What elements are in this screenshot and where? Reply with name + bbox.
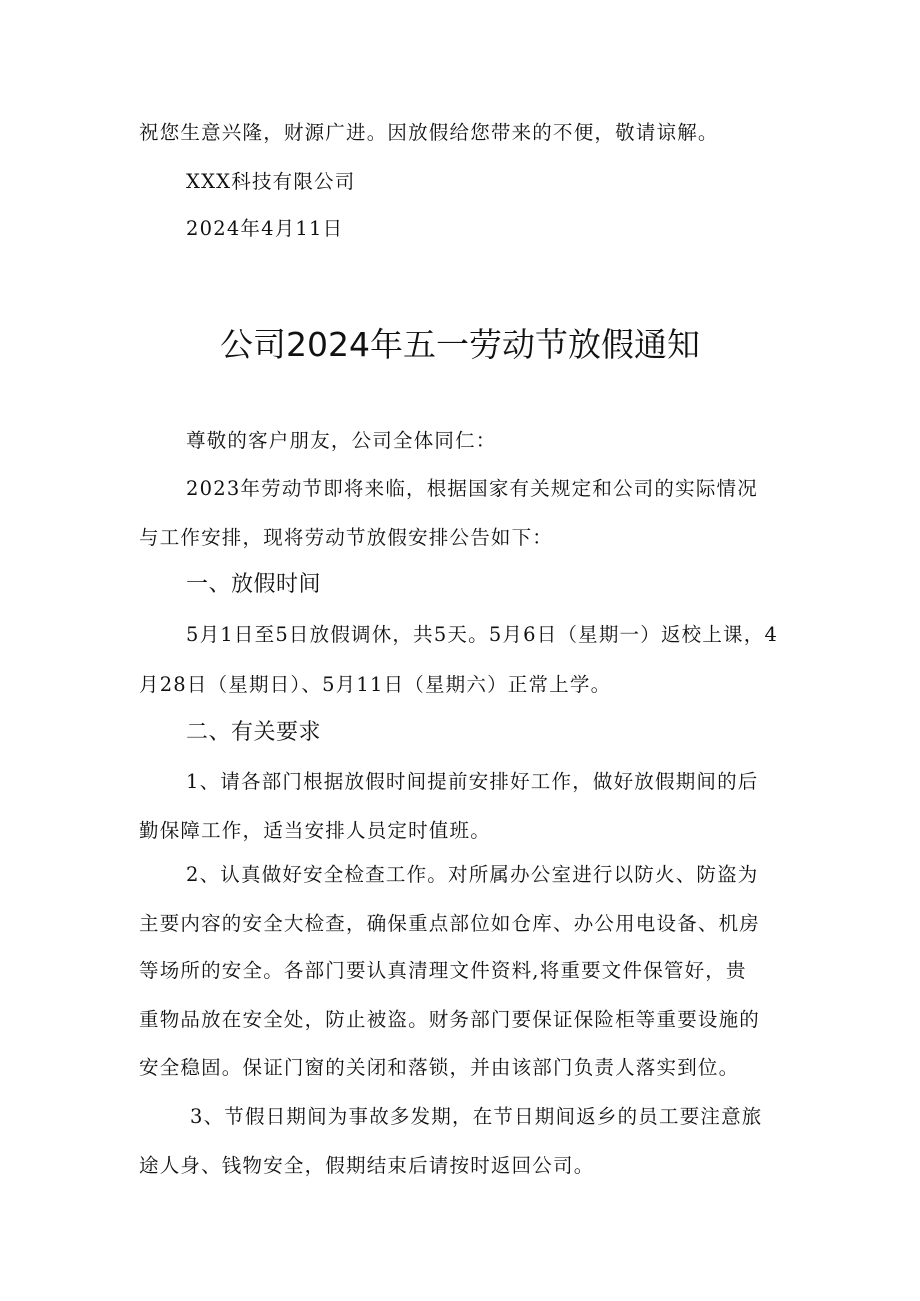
intro-paragraph-line-2: 与工作安排，现将劳动节放假安排公告如下： [139, 526, 554, 549]
holiday-time-line-2: 月28日（星期日）、5月11日（星期六）正常上学。 [139, 673, 612, 696]
signature-date: 2024年4月11日 [186, 217, 344, 240]
requirement-1-line-2: 勤保障工作，适当安排人员定时值班。 [139, 819, 491, 842]
section-heading-holiday-time: 一、放假时间 [186, 572, 322, 597]
requirement-2-line-5: 安全稳固。保证门窗的关闭和落锁，并由该部门负责人落实到位。 [139, 1056, 740, 1079]
requirement-2-line-2: 主要内容的安全大检查，确保重点部位如仓库、办公用电设备、机房 [139, 912, 761, 935]
requirement-2-line-4: 重物品放在安全处，防止被盗。财务部门要保证保险柜等重要设施的 [139, 1008, 761, 1031]
requirement-2-line-3: 等场所的安全。各部门要认真清理文件资料,将重要文件保管好，贵 [139, 959, 747, 982]
greeting: 尊敬的客户朋友，公司全体同仁： [186, 429, 497, 452]
section-heading-requirements: 二、有关要求 [186, 720, 322, 745]
requirement-1-line-1: 1、请各部门根据放假时间提前安排好工作，做好放假期间的后 [186, 770, 759, 793]
intro-paragraph-line-1: 2023年劳动节即将来临，根据国家有关规定和公司的实际情况 [186, 477, 758, 500]
notice-title: 公司2024年五一劳动节放假通知 [220, 325, 700, 364]
closing-remark: 祝您生意兴隆，财源广进。因放假给您带来的不便，敬请谅解。 [139, 121, 719, 144]
requirement-2-line-1: 2、认真做好安全检查工作。对所属办公室进行以防火、防盗为 [186, 863, 759, 886]
company-signature: XXX科技有限公司 [186, 170, 356, 193]
holiday-time-line-1: 5月1日至5日放假调休，共5天。5月6日（星期一）返校上课，4 [186, 623, 779, 646]
requirement-3-line-2: 途人身、钱物安全，假期结束后请按时返回公司。 [139, 1154, 595, 1177]
requirement-3-line-1: 3、节假日期间为事故多发期，在节日期间返乡的员工要注意旅 [190, 1105, 763, 1128]
